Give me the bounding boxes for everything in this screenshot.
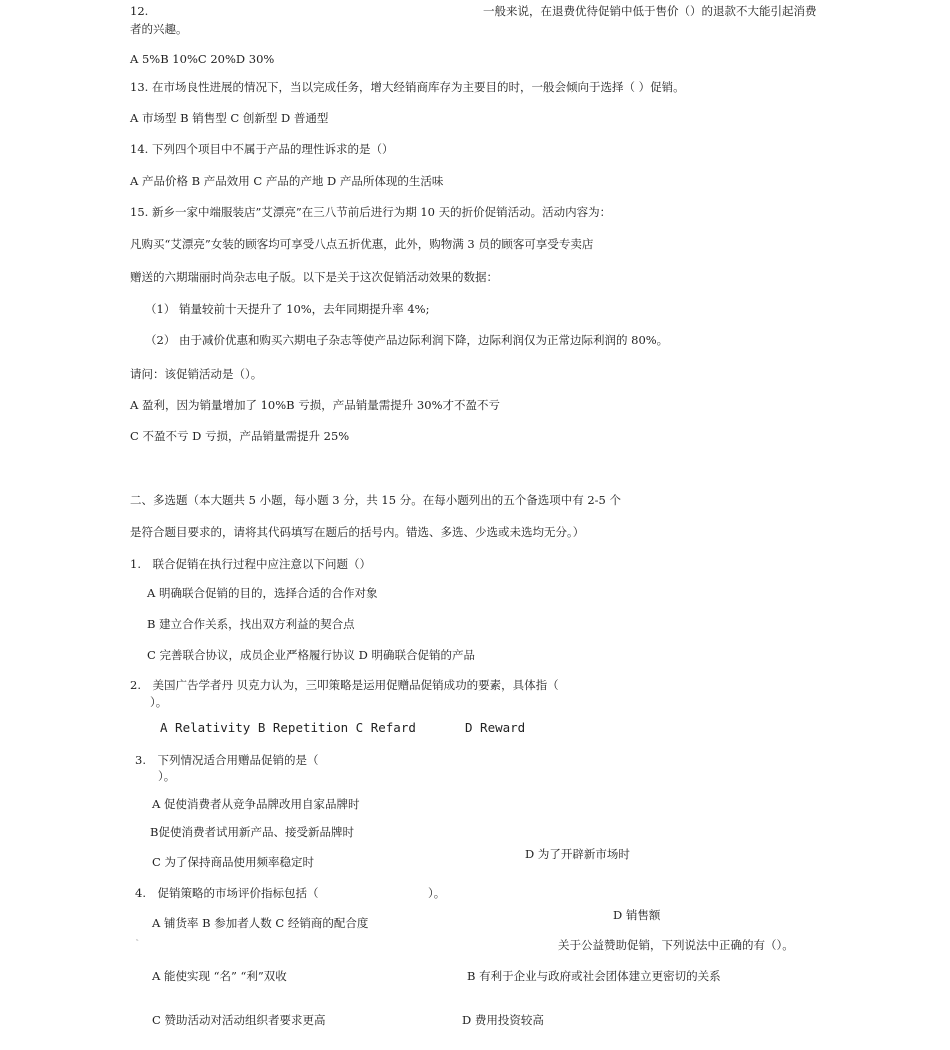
- q13-stem: 13. 在市场良性进展的情况下，当以完成任务，增大经销商库存为主要目的时，一般会倾向于选择（ ）促销。: [130, 80, 685, 94]
- mq2-opt-d: D Reward: [465, 720, 526, 735]
- mq3-stem-cont: ）。: [158, 769, 176, 783]
- mq3-opt-a: A 促使消费者从竞争品牌改用自家品牌时: [152, 797, 360, 811]
- q15-line3: 赠送的六期瑞丽时尚杂志电子版。以下是关于这次促销活动效果的数据：: [130, 270, 498, 284]
- mq4-stem: 4. 促销策略的市场评价指标包括（: [135, 886, 319, 900]
- q15-options-b: C 不盈不亏 D 亏损，产品销量需提升 25%: [130, 429, 350, 443]
- mq5-opt-b: B 有利于企业与政府或社会团体建立更密切的关系: [467, 969, 721, 983]
- q15-data2: （2） 由于减价优惠和购买六期电子杂志等使产品边际利润下降，边际利润仅为正常边际利润的 80%。: [145, 333, 669, 347]
- mq3-opt-d: D 为了开辟新市场时: [525, 847, 630, 861]
- mq2-stem: 2. 美国广告学者丹 贝克力认为，三叩策略是运用促赠品促销成功的要素，具体指（: [130, 678, 559, 692]
- mq1-opt-a: A 明确联合促销的目的，选择合适的合作对象: [147, 586, 378, 600]
- mq1-opt-b: B 建立合作关系，找出双方利益的契合点: [147, 617, 355, 631]
- mq2-stem-cont: ）。: [150, 695, 168, 709]
- section-header-line1: 二、多选题（本大题共 5 小题，每小题 3 分，共 15 分。在每小题列出的五个备选项中有 2-5 个: [130, 493, 622, 507]
- q14-options: A 产品价格 B 产品效用 C 产品的产地 D 产品所体现的生活味: [130, 174, 444, 188]
- q12-number: 12.: [130, 4, 149, 18]
- q15-question: 请问：该促销活动是（）。: [130, 367, 263, 381]
- mq3-stem: 3. 下列情况适合用赠品促销的是（: [135, 753, 319, 767]
- mq4-opt-d: D 销售额: [613, 908, 661, 922]
- mq5-opt-a: A 能使实现 “名” “利”双收: [152, 969, 287, 983]
- mq4-opt-abc: A 铺货率 B 参加者人数 C 经销商的配合度: [152, 916, 369, 930]
- q12-stem-cont: 者的兴趣。: [130, 22, 188, 36]
- q12-stem: 一般来说，在退费优待促销中低于售价（）的退款不大能引起消费: [483, 4, 817, 18]
- section-header-line2: 是符合题目要求的，请将其代码填写在题后的括号内。错选、多选、少选或未选均无分。）: [130, 525, 585, 539]
- mq4-stem-end: ）。: [428, 886, 446, 900]
- mq5-opt-d: D 费用投资较高: [462, 1013, 544, 1027]
- mq5-stem: 关于公益赞助促销，下列说法中正确的有（）。: [558, 938, 794, 952]
- mq3-opt-c: C 为了保持商品使用频率稳定时: [152, 855, 314, 869]
- q15-data1: （1） 销量较前十天提升了 10%，去年同期提升率 4%;: [145, 302, 430, 316]
- mq5-number: 5.: [136, 938, 140, 943]
- mq5-opt-c: C 赞助活动对活动组织者要求更高: [152, 1013, 326, 1027]
- mq2-opt-abc: A Relativity B Repetition C Refard: [160, 720, 416, 735]
- mq1-opt-cd: C 完善联合协议，成员企业严格履行协议 D 明确联合促销的产品: [147, 648, 475, 662]
- q15-stem: 15. 新乡一家中端服装店”艾漂亮”在三八节前后进行为期 10 天的折价促销活动。活动内容为：: [130, 205, 612, 219]
- q13-options: A 市场型 B 销售型 C 创新型 D 普通型: [130, 111, 329, 125]
- q12-options: A 5%B 10%C 20%D 30%: [130, 52, 275, 66]
- mq1-stem: 1. 联合促销在执行过程中应注意以下问题（）: [130, 557, 371, 571]
- mq3-opt-b: B促使消费者试用新产品、接受新品牌时: [150, 825, 354, 839]
- q15-line2: 凡购买“艾漂亮”女装的顾客均可享受八点五折优惠，此外，购物满 3 员的顾客可享受专卖店: [130, 237, 594, 251]
- q14-stem: 14. 下列四个项目中不属于产品的理性诉求的是（）: [130, 142, 394, 156]
- q15-options-a: A 盈利，因为销量增加了 10%B 亏损，产品销量需提升 30%才不盈不亏: [130, 398, 500, 412]
